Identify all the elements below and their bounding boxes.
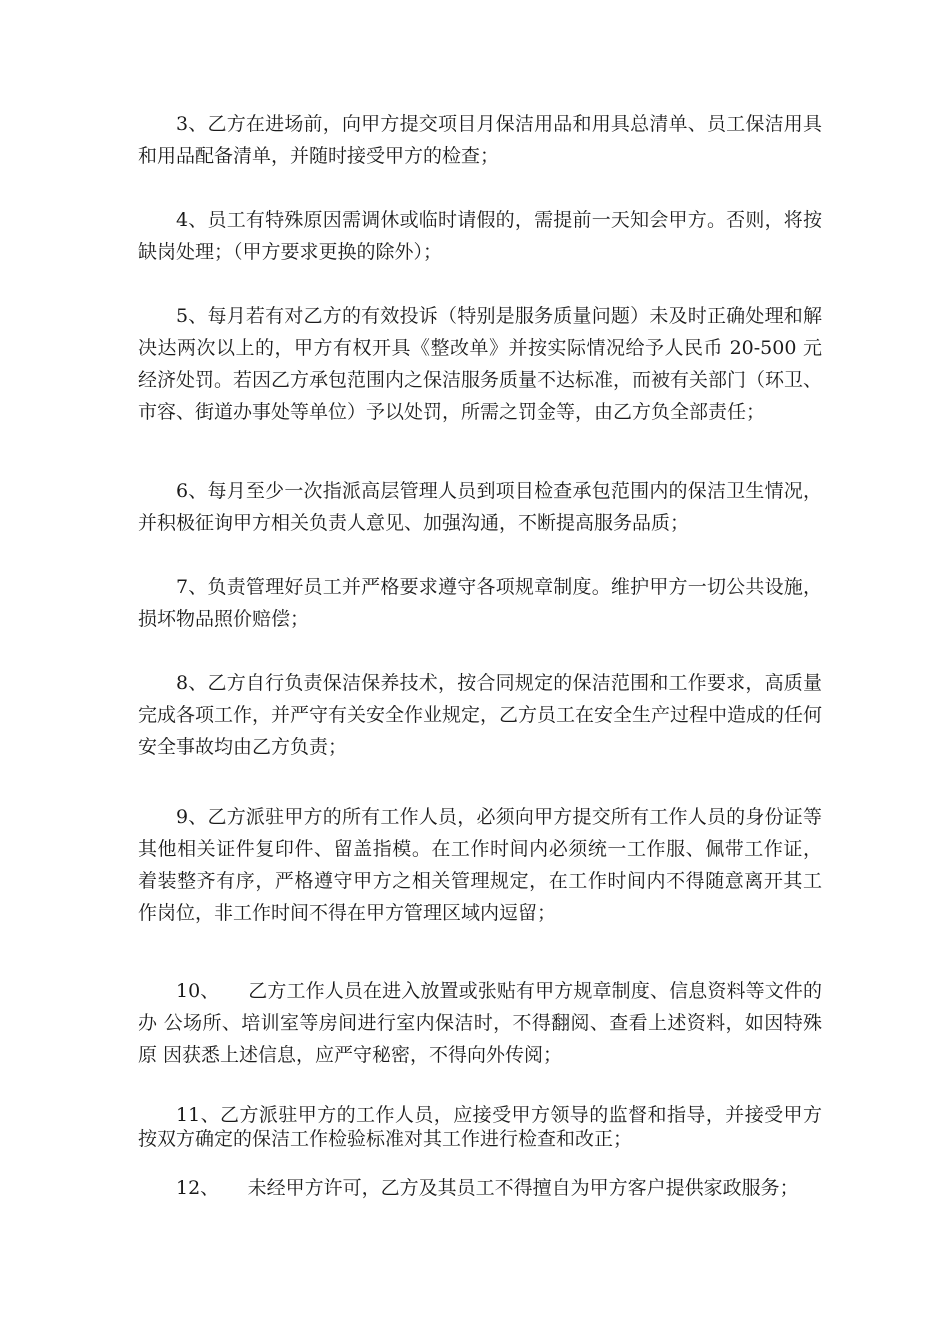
clause-10: 10、 乙方工作人员在进入放置或张贴有甲方规章制度、信息资料等文件的办 公场所、培训室等房间进行室内保洁时，不得翻阅、查看上述资料，如因特殊原 因获悉上述信息，应严守秘密，不得向外传阅； <box>138 980 822 1066</box>
clause-3: 3、乙方在进场前，向甲方提交项目月保洁用品和用具总清单、员工保洁用具和用品配备清单，并随时接受甲方的检查； <box>138 113 822 167</box>
clause-8: 8、乙方自行负责保洁保养技术，按合同规定的保洁范围和工作要求，高质量完成各项工作，并严守有关安全作业规定，乙方员工在安全生产过程中造成的任何安全事故均由乙方负责； <box>138 672 823 758</box>
clause-6: 6、每月至少一次指派高层管理人员到项目检查承包范围内的保洁卫生情况，并积极征询甲方相关负责人意见、加强沟通，不断提高服务品质； <box>138 480 822 534</box>
clause-11: 11、乙方派驻甲方的工作人员，应接受甲方领导的监督和指导，并接受甲方按双方确定的保洁工作检验标准对其工作进行检查和改正； <box>138 1104 822 1150</box>
clause-4: 4、员工有特殊原因需调休或临时请假的，需提前一天知会甲方。否则，将按缺岗处理；（甲方要求更换的除外）； <box>138 209 822 263</box>
clause-9: 9、乙方派驻甲方的所有工作人员，必须向甲方提交所有工作人员的身份证等其他相关证件复印件、留盖指模。在工作时间内必须统一工作服、佩带工作证， 着装整齐有序，严格遵守甲方之相关管理规定，在工作时间内不得随意离开其工 作岗位，非工作时间不得在甲方管理区域内逗留； <box>138 806 822 924</box>
clause-5: 5、每月若有对乙方的有效投诉（特别是服务质量问题）未及时正确处理和解决达两次以上的，甲方有权开具《整改单》并按实际情况给予人民币 20-500 元经济处罚。若因乙方承包范围内之保洁服务质量不达标准，而被有关部门（环卫、市容、街道办事处等单位）予以处罚，所需之罚金等，由乙方负全部责任； <box>138 305 823 423</box>
clause-7: 7、负责管理好员工并严格要求遵守各项规章制度。维护甲方一切公共设施，损坏物品照价赔偿； <box>138 576 822 630</box>
clause-12: 12、 未经甲方许可，乙方及其员工不得擅自为甲方客户提供家政服务； <box>176 1177 799 1199</box>
